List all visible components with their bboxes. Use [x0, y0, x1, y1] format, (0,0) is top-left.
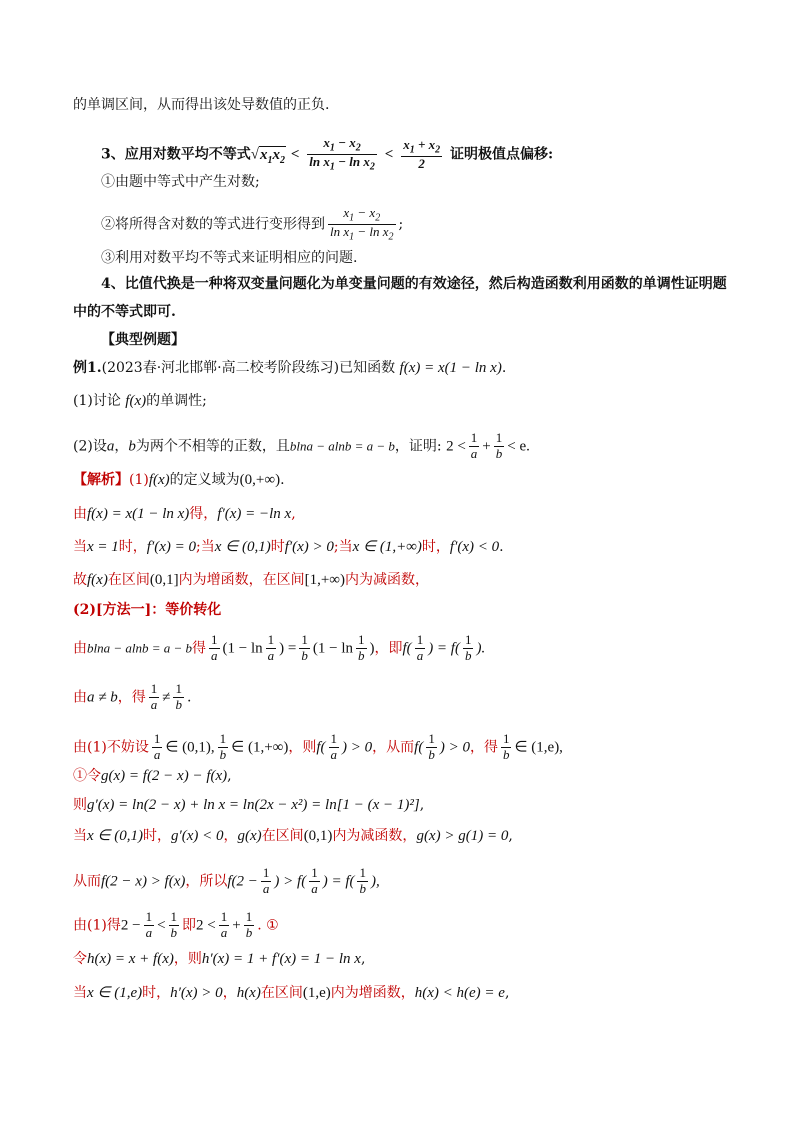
function-def: f(x) = x(1 − ln x) — [399, 360, 502, 376]
equiv-1: 由blna − alnb = a − b得 $\frac{1}{a}$ (1 − ln $\frac{1}{a}$ ) = $\frac{1}{b}$ (1 − ln $\frac{1}{b}$ )，即f( $\frac{1}{a}$ ) = f( $\frac{1}{b}$ ). — [73, 632, 486, 663]
e9-hdef: h(x) = x + f(x) — [87, 951, 174, 967]
e6-d: 在区间 — [261, 828, 304, 844]
q2-comma: ， — [114, 438, 129, 455]
e3-frac-b: $\frac{1}{b}$ — [219, 731, 227, 762]
question-1 — [73, 394, 207, 409]
item-4-b: 中的不等式即可. — [73, 304, 176, 320]
e7-fcmp: f(2 − x) > f(x) — [101, 873, 186, 890]
q2-prove: ，证明: — [394, 438, 442, 455]
e8-c: . ① — [257, 917, 279, 934]
e6-gg1: g(x) > g(1) = 0 — [416, 828, 509, 844]
arith-mean-fraction: $\frac{x_1 + x_2}{2}$ — [403, 136, 441, 171]
question-2: (2)设a，b为两个不相等的正数，且blna − alnb = a − b，证明: 2 < $\frac{1}{a}$ + $\frac{1}{b}$ < e. — [73, 430, 530, 461]
d2-fp0: f′(x) = 0 — [146, 539, 196, 555]
e8-b: 即 — [182, 917, 197, 934]
e6-c: ， — [223, 828, 238, 844]
equiv-8: 由(1)得2 − $\frac{1}{a}$ < $\frac{1}{b}$ 即2 < $\frac{1}{a}$ + $\frac{1}{b}$ . ① — [73, 909, 279, 940]
e4-gdef: g(x) = f(2 − x) − f(x) — [101, 768, 228, 784]
frac-1-b: $\frac{1}{b}$ — [495, 430, 503, 461]
e6-b: 时， — [142, 828, 171, 844]
e7-b: ，所以 — [185, 873, 228, 890]
e6-gx: g(x) — [237, 828, 262, 844]
d1-lead: 由 — [73, 506, 87, 522]
e2-a: 由 — [73, 689, 87, 706]
e8-frac-b: $\frac{1}{b}$ — [170, 909, 178, 940]
e8-frac-b2: $\frac{1}{b}$ — [245, 909, 253, 940]
e3-d: ，得 — [469, 739, 498, 756]
equiv-7: 从而f(2 − x) > f(x)，所以f(2 − $\frac{1}{a}$ ) > f( $\frac{1}{a}$ ) = f( $\frac{1}{b}$ ), — [73, 865, 380, 896]
item-3 — [101, 136, 553, 173]
e5-lead: 则 — [73, 797, 87, 813]
var-b: b — [128, 438, 136, 455]
e10-d: 在区间 — [260, 985, 303, 1001]
d3-a: 故 — [73, 572, 87, 588]
e6-e: 内为减函数， — [332, 828, 417, 844]
e7-frac-b: $\frac{1}{b}$ — [359, 865, 366, 896]
e9-a: 令 — [73, 951, 87, 967]
method-1-heading: (2)[方法一]：等价转化 — [73, 602, 222, 618]
equiv-3: 由(1)不妨设 $\frac{1}{a}$ ∈ (0,1), $\frac{1}{b}$ ∈ (1,+∞)，则f( $\frac{1}{a}$ ) > 0，从而f( $\frac{1}{b}$ ) > 0，得 $\frac{1}{b}$ ∈ (1,e), — [73, 731, 563, 762]
equiv-10: 当x ∈ (1,e)时，h′(x) > 0，h(x)在区间(1,e)内为增函数，h(x) < h(e) = e, — [73, 985, 510, 1001]
equiv-4: ①令g(x) = f(2 − x) − f(x), — [73, 768, 232, 784]
example-label: 例1. — [73, 360, 102, 376]
e3-a: 由(1)不妨设 — [73, 739, 149, 756]
d2-c: ;当 — [196, 539, 215, 555]
solution-1: 【解析】(1)f(x)的定义域为(0,+∞). — [73, 472, 285, 488]
step-2-fraction: $\frac{x_1 - x_2}{\ln x_1 - \ln x_2}$ — [330, 205, 394, 243]
e2-frac-a: $\frac{1}{a}$ — [150, 681, 158, 712]
equiv-5: 则g′(x) = ln(2 − x) + ln x = ln(2x − x²) = ln[1 − (x − 1)²], — [73, 797, 425, 813]
e1-frac-b2: $\frac{1}{b}$ — [358, 632, 365, 663]
d2-d: 时 — [270, 539, 285, 555]
e10-b: 时， — [142, 985, 171, 1001]
step-2-lead: ②将所得含对数的等式进行变形得到 — [101, 216, 325, 233]
e9-b: ，则 — [173, 951, 202, 967]
frac-1-a: $\frac{1}{a}$ — [470, 430, 478, 461]
e7-frac-a: $\frac{1}{a}$ — [262, 865, 270, 896]
d2-x1inf: x ∈ (1,+∞) — [352, 539, 422, 555]
e9-hp: h′(x) = 1 + f′(x) = 1 − ln x — [201, 951, 361, 967]
e6-int: (0,1) — [303, 828, 333, 844]
q2-mid: 为两个不相等的正数，且 — [135, 438, 290, 455]
d2-fneg: f′(x) < 0 — [449, 539, 500, 555]
e1-frac-b: $\frac{1}{b}$ — [301, 632, 308, 663]
derivation-3 — [73, 573, 429, 588]
d1-fpx: f′(x) = −ln x — [217, 506, 292, 522]
domain: (0,+∞) — [239, 472, 281, 488]
sqrt-x1x2: $√x_1x_2$ — [250, 146, 285, 166]
e2-frac-b: $\frac{1}{b}$ — [175, 681, 182, 712]
q1-tail: 的单调性; — [146, 393, 207, 409]
sol1-num: (1) — [129, 472, 149, 488]
sol1-text: 的定义域为 — [169, 472, 240, 488]
e10-x1e: x ∈ (1,e) — [87, 985, 143, 1001]
jiexi-label: 【解析】 — [73, 472, 129, 488]
log-mean-fraction: $\frac{x_1 - x_2}{\ln x_1 - \ln x_2}$ — [309, 135, 375, 173]
e2-aneb: a ≠ b — [87, 689, 118, 706]
e1-cond: blna − alnb = a − b — [87, 640, 193, 656]
e3-fa: $\frac{1}{a}$ — [330, 731, 338, 762]
step-1: ①由题中等式中产生对数; — [101, 174, 260, 190]
q1-fx: f(x) — [125, 393, 147, 409]
d2-f: 时， — [421, 539, 450, 555]
e1-c: ，即 — [374, 640, 403, 657]
text-line: 的单调区间，从而得出该处导数值的正负. — [73, 97, 330, 113]
sol1-fx: f(x) — [148, 472, 170, 488]
e5-gp: g′(x) = ln(2 − x) + ln x = ln(2x − x²) = ln[1 − (x − 1)²] — [87, 797, 420, 813]
e3-b: ，则 — [288, 739, 317, 756]
example-1-header: 例1.(2023春·河北邯郸·高二校考阶段练习)已知函数 f(x) = x(1 − ln x). — [73, 360, 507, 376]
lt-sign-2: < — [384, 146, 394, 163]
item-3-lead: 3、应用对数平均不等式 — [101, 146, 251, 163]
d2-b: 时， — [118, 539, 147, 555]
step-3: ③利用对数平均不等式来证明相应的问题. — [101, 250, 358, 266]
d3-fx: f(x) — [87, 572, 108, 588]
e10-a: 当 — [73, 985, 87, 1001]
e1-frac-a: $\frac{1}{a}$ — [211, 632, 218, 663]
q2-lead: (2)设 — [73, 438, 107, 455]
e6-x01: x ∈ (0,1) — [87, 828, 143, 844]
e2-b: ，得 — [117, 689, 146, 706]
d3-d: 内为减函数， — [344, 572, 429, 588]
e1-fb: $\frac{1}{b}$ — [464, 632, 472, 663]
e8-a: 由(1)得 — [73, 917, 121, 934]
e10-hx: h(x) — [236, 985, 261, 1001]
e4-lead: ①令 — [73, 768, 101, 784]
d2-x1: x = 1 — [87, 539, 119, 555]
e1-b: 得 — [192, 640, 207, 657]
q2-condition: blna − alnb = a − b — [289, 438, 395, 454]
d3-b: 在区间 — [107, 572, 150, 588]
lt-sign: < — [290, 146, 300, 163]
d1-fx: f(x) = x(1 − ln x) — [87, 506, 190, 522]
d3-int1inf: [1,+∞) — [304, 572, 345, 588]
e8-frac-a: $\frac{1}{a}$ — [145, 909, 153, 940]
e3-frac-a: $\frac{1}{a}$ — [153, 731, 161, 762]
d3-c: 内为增函数，在区间 — [178, 572, 305, 588]
equiv-6: 当x ∈ (0,1)时，g′(x) < 0，g(x)在区间(0,1)内为减函数，g(x) > g(1) = 0, — [73, 828, 513, 844]
e1-a: 由 — [73, 640, 87, 657]
d1-mid: 得， — [189, 506, 218, 522]
step-2 — [101, 206, 403, 243]
d3-int01: (0,1] — [149, 572, 179, 588]
derivation-1: 由f(x) = x(1 − ln x)得，f′(x) = −ln x, — [73, 506, 296, 522]
e1-fa: $\frac{1}{a}$ — [416, 632, 424, 663]
item-3-tail: 证明极值点偏移: — [449, 146, 554, 163]
e8-frac-a2: $\frac{1}{a}$ — [220, 909, 228, 940]
e10-hpos: h′(x) > 0 — [170, 985, 223, 1001]
e7-frac-a2: $\frac{1}{a}$ — [311, 865, 318, 896]
e6-a: 当 — [73, 828, 87, 844]
derivation-2: 当x = 1时，f′(x) = 0;当x ∈ (0,1)时f′(x) > 0;当x ∈ (1,+∞)时，f′(x) < 0. — [73, 539, 504, 555]
e3-fb2: $\frac{1}{b}$ — [502, 731, 510, 762]
e6-gneg: g′(x) < 0 — [170, 828, 224, 844]
equiv-9: 令h(x) = x + f(x)，则h′(x) = 1 + f′(x) = 1 − ln x, — [73, 951, 366, 967]
e10-e: 内为增函数， — [330, 985, 415, 1001]
e1-frac-a2: $\frac{1}{a}$ — [267, 632, 275, 663]
var-a: a — [106, 438, 115, 455]
e7-a: 从而 — [73, 873, 101, 890]
step-2-tail: ; — [398, 216, 404, 233]
e3-c: ，从而 — [372, 739, 415, 756]
example-source: (2023春·河北邯郸·高二校考阶段练习)已知函数 — [101, 360, 396, 376]
ineq-2: 2 < — [446, 438, 466, 455]
item-4-a: 4、比值代换是一种将双变量问题化为单变量问题的有效途径，然后构造函数利用函数的单调性证明题 — [101, 276, 727, 292]
e10-hlt: h(x) < h(e) = e — [414, 985, 505, 1001]
section-heading: 【典型例题】 — [101, 332, 185, 348]
d2-x01: x ∈ (0,1) — [214, 539, 271, 555]
e3-fb: $\frac{1}{b}$ — [428, 731, 435, 762]
e10-int: (1,e) — [302, 985, 331, 1001]
d2-fpos: f′(x) > 0 — [284, 539, 334, 555]
e10-c: ， — [222, 985, 237, 1001]
equiv-2: 由a ≠ b，得 $\frac{1}{a}$ ≠ $\frac{1}{b}$ . — [73, 681, 192, 712]
q1-lead: (1)讨论 — [73, 393, 121, 409]
d2-a: 当 — [73, 539, 87, 555]
d2-e: ;当 — [333, 539, 353, 555]
